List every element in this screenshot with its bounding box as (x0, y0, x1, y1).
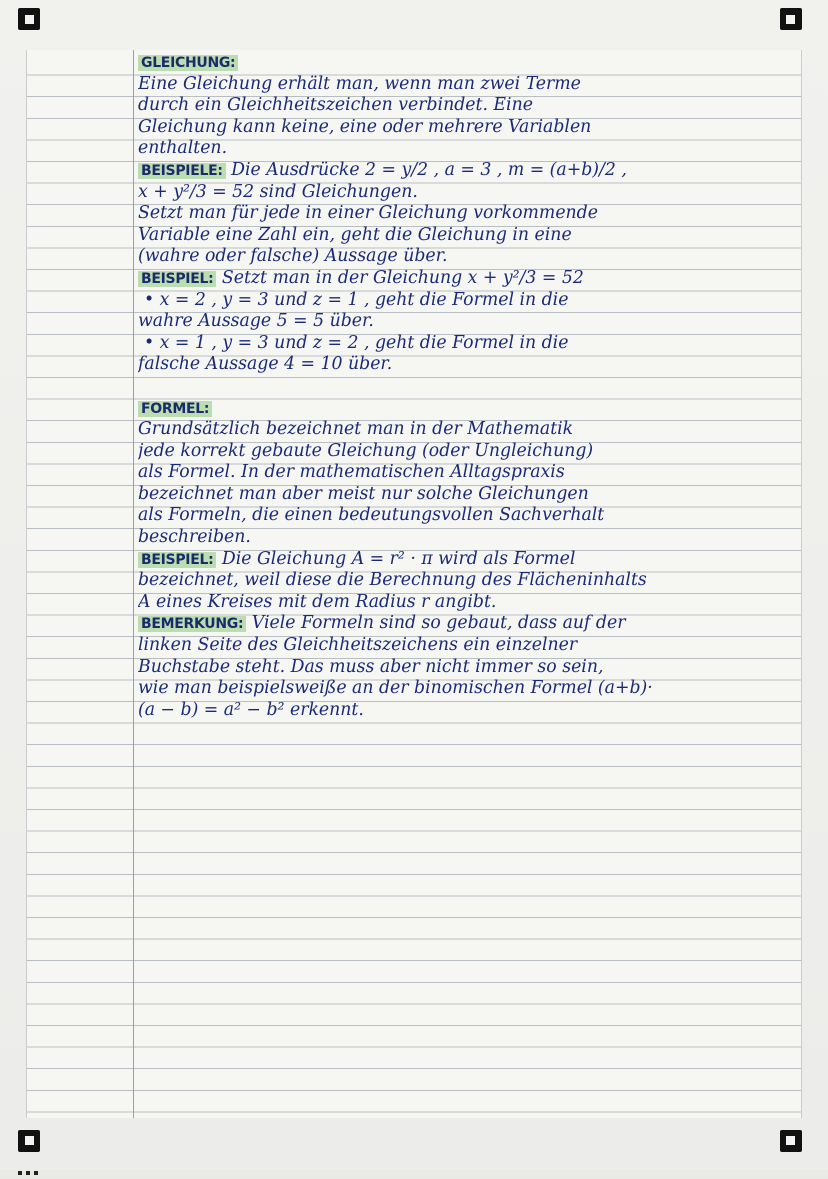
text-line: bezeichnet, weil diese die Berechnung des Flächeninhalts (138, 570, 647, 591)
corner-marker-top-left (18, 8, 40, 30)
text-line: Variable eine Zahl ein, geht die Gleichung in eine (138, 224, 572, 245)
label-highlight: BEMERKUNG: (138, 616, 246, 632)
text-fragment: Die Gleichung A = r² · π wird als Formel (221, 548, 576, 569)
text-line: enthalten. (138, 138, 228, 159)
text-line: (a − b) = a² − b² erkennt. (138, 699, 364, 720)
text-line: Gleichung kann keine, eine oder mehrere Variablen (138, 116, 592, 137)
corner-marker-bottom-left (18, 1130, 40, 1152)
text-line: (wahre oder falsche) Aussage über. (138, 246, 448, 267)
text-fragment: Die Ausdrücke 2 = y/2 , a = 3 , m = (a+b)/2 , (231, 159, 627, 180)
text-line: wie man beispielsweiße an der binomischen Formel (a+b)· (138, 678, 653, 699)
text-line: Eine Gleichung erhält man, wenn man zwei Terme (138, 73, 581, 94)
margin-line (133, 50, 134, 1118)
beispiele-line (138, 160, 794, 182)
bemerkung-line (138, 613, 794, 635)
text-line: als Formel. In der mathematischen Alltagspraxis (138, 462, 565, 483)
text-line: • x = 1 , y = 3 und z = 2 , geht die Formel in die (144, 332, 569, 353)
section-heading-gleichung (138, 52, 794, 74)
text-line: Setzt man für jede in einer Gleichung vorkommende (138, 203, 598, 224)
corner-marker-top-right (780, 8, 802, 30)
section-heading-formel (138, 398, 794, 420)
heading-highlight: FORMEL: (138, 401, 212, 417)
text-line: wahre Aussage 5 = 5 über. (138, 311, 374, 332)
beispiel-line (138, 549, 794, 571)
text-line: x + y²/3 = 52 sind Gleichungen. (138, 181, 418, 202)
text-line: durch ein Gleichheitszeichen verbindet. Eine (138, 95, 533, 116)
blank-line (138, 376, 794, 398)
label-highlight: BEISPIELE: (138, 163, 226, 179)
text-line: Buchstabe steht. Das muss aber nicht immer so sein, (138, 656, 604, 677)
text-line: • x = 2 , y = 3 und z = 1 , geht die Formel in die (144, 289, 569, 310)
text-line: falsche Aussage 4 = 10 über. (138, 354, 393, 375)
text-line: jede korrekt gebaute Gleichung (oder Ungleichung) (138, 440, 594, 461)
label-highlight: BEISPIEL: (138, 271, 216, 287)
text-line: A eines Kreises mit dem Radius r angibt. (138, 591, 497, 612)
heading-highlight: GLEICHUNG: (138, 55, 238, 71)
text-line: linken Seite des Gleichheitszeichens ein einzelner (138, 635, 578, 656)
handwritten-notes (138, 52, 794, 721)
text-line: Grundsätzlich bezeichnet man in der Mathematik (138, 419, 574, 440)
label-highlight: BEISPIEL: (138, 552, 216, 568)
scan-marker-dots (18, 1160, 48, 1166)
text-fragment: Setzt man in der Gleichung x + y²/3 = 52 (221, 267, 584, 288)
text-line: bezeichnet man aber meist nur solche Gleichungen (138, 483, 589, 504)
text-line: beschreiben. (138, 527, 251, 548)
corner-marker-bottom-right (780, 1130, 802, 1152)
text-fragment: Viele Formeln sind so gebaut, dass auf der (251, 613, 626, 634)
text-line: als Formeln, die einen bedeutungsvollen Sachverhalt (138, 505, 605, 526)
beispiel-line (138, 268, 794, 290)
